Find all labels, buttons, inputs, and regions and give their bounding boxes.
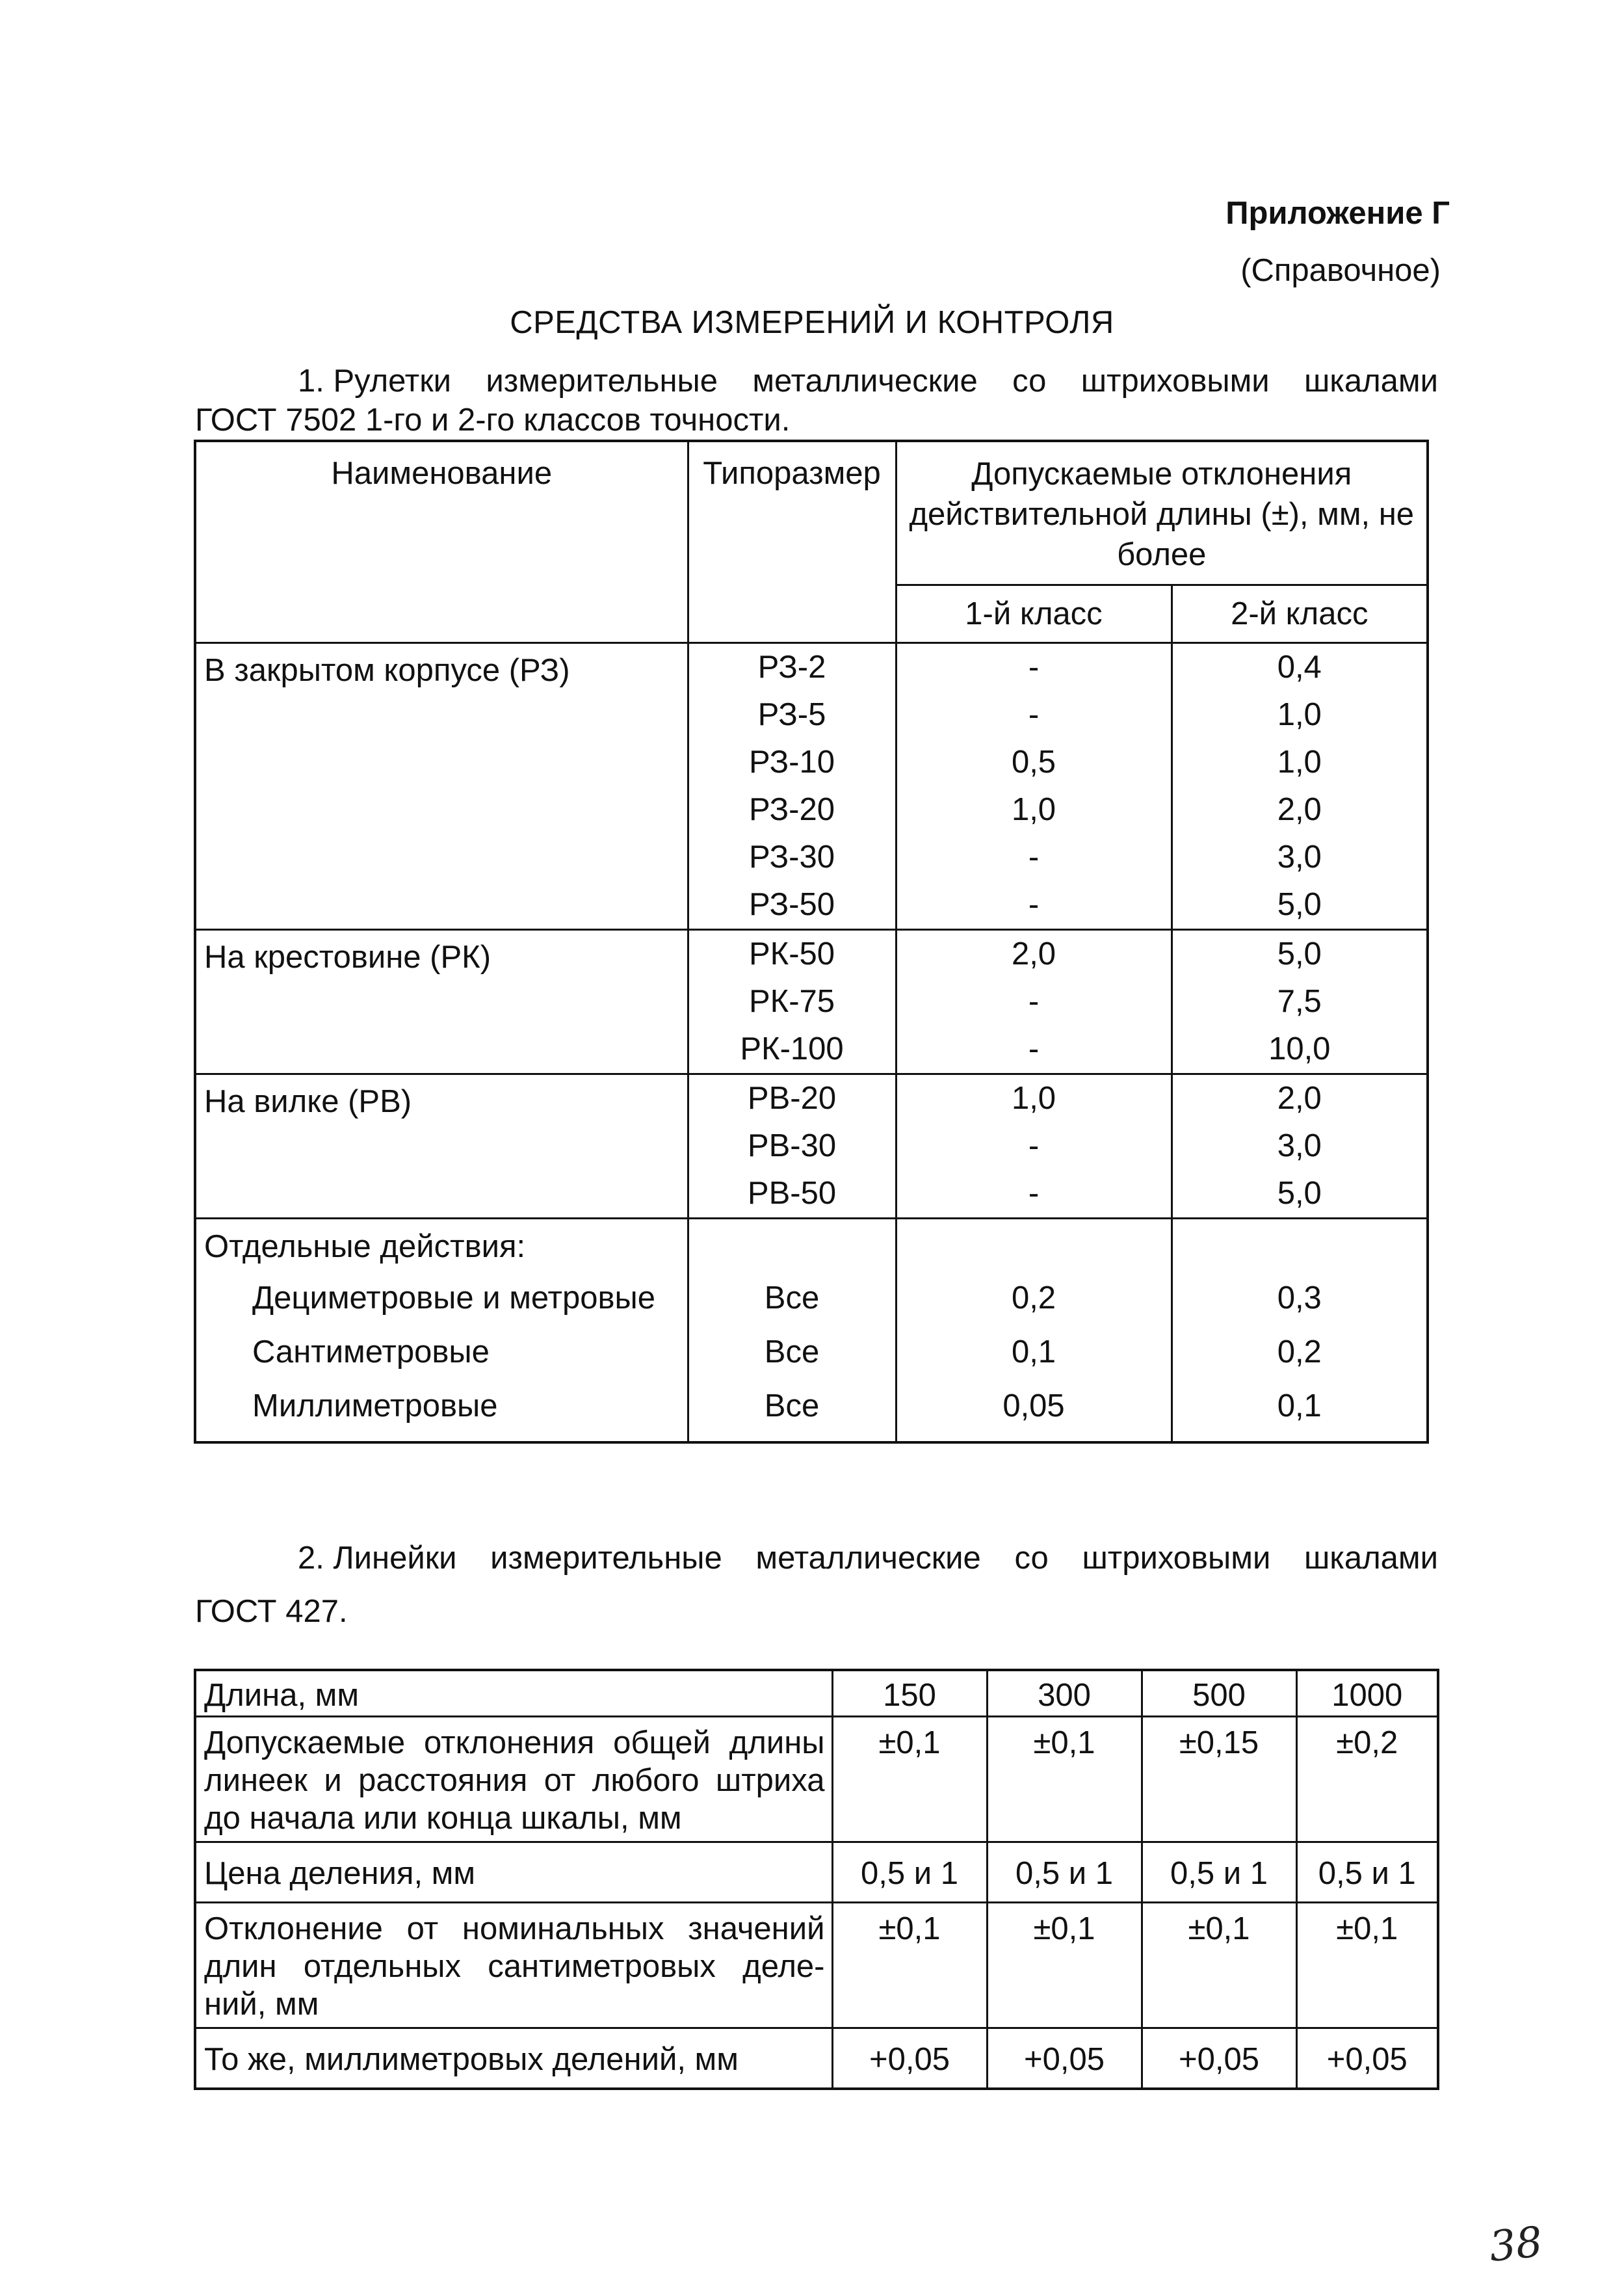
- group-name-cell: На вилке (РВ): [195, 1074, 688, 1219]
- item2-word: штриховыми: [1082, 1541, 1271, 1576]
- division-name-cell: Дециметровые и метровые: [195, 1271, 688, 1325]
- class1-cell: -: [896, 1122, 1172, 1170]
- parameter-value-cell: +0,05: [987, 2028, 1142, 2089]
- length-value-cell: 150: [832, 1670, 987, 1717]
- table1-header-row: [195, 441, 1428, 585]
- class1-cell: -: [896, 834, 1172, 881]
- class1-cell: -: [896, 691, 1172, 739]
- table2-row: [195, 1903, 1438, 2028]
- item2-word: шкалами: [1304, 1541, 1438, 1576]
- item1-word: 1. Рулетки: [298, 364, 452, 399]
- item1-line1: [195, 362, 1438, 401]
- class1-cell: -: [896, 643, 1172, 692]
- size-cell: РВ-50: [688, 1170, 896, 1219]
- table1-row: [195, 1219, 1428, 1272]
- group-name-cell: На крестовине (РК): [195, 930, 688, 1074]
- size-cell: РВ-30: [688, 1122, 896, 1170]
- class2-cell: 0,4: [1277, 650, 1322, 685]
- parameter-value-cell: ±0,2: [1296, 1717, 1438, 1842]
- appendix-type: (Справочное): [1240, 253, 1441, 288]
- size-cell: РЗ-10: [688, 739, 896, 786]
- parameter-label-cell: Цена деления, мм: [195, 1842, 832, 1903]
- parameter-value-cell: ±0,1: [1296, 1903, 1438, 2028]
- item2-paragraph: [195, 1539, 1438, 1631]
- item1-paragraph: [195, 362, 1438, 440]
- section-title: СРЕДСТВА ИЗМЕРЕНИЙ И КОНТРОЛЯ: [510, 305, 1114, 340]
- parameter-value-cell: ±0,1: [987, 1903, 1142, 2028]
- class1-cell: -: [896, 1170, 1172, 1219]
- item1-word: металлические: [752, 364, 978, 399]
- table2-header-row: [195, 1670, 1438, 1717]
- group-name-cell: В закрытом корпусе (РЗ): [195, 643, 688, 930]
- table1-row: [195, 643, 1428, 692]
- division-name-cell: Миллиметровые: [195, 1379, 688, 1442]
- size-cell: РЗ-30: [688, 834, 896, 881]
- parameter-value-cell: +0,05: [1142, 2028, 1296, 2089]
- parameter-value-cell: ±0,1: [832, 1903, 987, 2028]
- tape-measures-table: [194, 440, 1429, 1444]
- size-cell: РЗ-50: [688, 881, 896, 930]
- length-label-cell: Длина, мм: [195, 1670, 832, 1717]
- header-deviation: Допускаемые отклонения действительной длины (±), мм, не более: [896, 441, 1428, 585]
- header-class2: 2-й класс: [1172, 585, 1428, 643]
- table2-row: [195, 1717, 1438, 1842]
- item1-word: со: [1012, 364, 1047, 399]
- table2-row: [195, 2028, 1438, 2089]
- class1-cell: 0,2: [896, 1271, 1172, 1325]
- item2-line2: ГОСТ 427.: [195, 1594, 348, 1629]
- class1-cell: -: [896, 881, 1172, 930]
- class1-cell: 1,0: [896, 1074, 1172, 1123]
- size-cell: РК-100: [688, 1026, 896, 1074]
- item2-word: 2. Линейки: [298, 1541, 457, 1576]
- parameter-value-cell: ±0,1: [1142, 1903, 1296, 2028]
- rulers-table: [194, 1669, 1439, 2090]
- header-class1: 1-й класс: [896, 585, 1172, 643]
- header-size: Типоразмер: [688, 441, 896, 643]
- class1-cell: 0,05: [896, 1379, 1172, 1442]
- table1-row: [195, 1325, 1428, 1379]
- class1-cell: 0,1: [896, 1325, 1172, 1379]
- appendix-title: Приложение Г: [1225, 196, 1450, 231]
- parameter-label-cell: То же, миллиметровых делений, мм: [195, 2028, 832, 2089]
- class2-cell: 3,0: [1277, 1128, 1322, 1163]
- item1-word: шкалами: [1304, 364, 1438, 399]
- parameter-value-cell: 0,5 и 1: [1296, 1842, 1438, 1903]
- class1-cell: 0,5: [896, 739, 1172, 786]
- parameter-value-cell: ±0,15: [1142, 1717, 1296, 1842]
- length-value-cell: 1000: [1296, 1670, 1438, 1717]
- item1-line2: ГОСТ 7502 1-го и 2-го классов точности.: [195, 403, 791, 438]
- parameter-value-cell: 0,5 и 1: [832, 1842, 987, 1903]
- parameter-value-cell: 0,5 и 1: [987, 1842, 1142, 1903]
- class2-cell: 0,2: [1277, 1334, 1322, 1370]
- class2-cell: 1,0: [1277, 745, 1322, 780]
- size-cell: [688, 1219, 896, 1272]
- size-cell: РК-75: [688, 978, 896, 1026]
- class2-cell: 2,0: [1277, 1081, 1322, 1116]
- class2-cell: 5,0: [1172, 881, 1428, 930]
- parameter-value-cell: ±0,1: [987, 1717, 1142, 1842]
- class2-cell: 5,0: [1277, 936, 1322, 972]
- item2-word: металлические: [755, 1541, 981, 1576]
- length-value-cell: 300: [987, 1670, 1142, 1717]
- item1-word: измерительные: [486, 364, 718, 399]
- table1-row: [195, 1379, 1428, 1442]
- page-number: 38: [1486, 2218, 1545, 2272]
- class2-cell: 2,0: [1277, 792, 1322, 827]
- parameter-value-cell: 0,5 и 1: [1142, 1842, 1296, 1903]
- parameter-value-cell: ±0,1: [832, 1717, 987, 1842]
- class2-cell: 7,5: [1277, 984, 1322, 1019]
- size-cell: Все: [688, 1325, 896, 1379]
- class2-cell: 3,0: [1277, 840, 1322, 875]
- item2-word: со: [1014, 1541, 1049, 1576]
- header-name: Наименование: [195, 441, 688, 643]
- length-value-cell: 500: [1142, 1670, 1296, 1717]
- class2-cell: 5,0: [1172, 1170, 1428, 1219]
- size-cell: РВ-20: [688, 1074, 896, 1123]
- class1-cell: 2,0: [896, 930, 1172, 979]
- size-cell: РЗ-2: [688, 643, 896, 692]
- class1-cell: 1,0: [896, 786, 1172, 834]
- table2-row: [195, 1842, 1438, 1903]
- separate-title-cell: Отдельные действия:: [195, 1219, 688, 1272]
- size-cell: Все: [688, 1379, 896, 1442]
- parameter-label-cell: Отклонение от номинальных значений длин отдельных сантиметровых деле-ний, мм: [195, 1903, 832, 2028]
- class2-cell: 0,1: [1277, 1388, 1322, 1424]
- size-cell: РЗ-20: [688, 786, 896, 834]
- item1-word: штриховыми: [1080, 364, 1270, 399]
- item2-line1: [195, 1539, 1438, 1578]
- parameter-value-cell: +0,05: [832, 2028, 987, 2089]
- class1-cell: -: [896, 978, 1172, 1026]
- class2-cell: 0,3: [1277, 1280, 1322, 1316]
- class1-cell: [896, 1219, 1172, 1272]
- division-name-cell: Сантиметровые: [195, 1325, 688, 1379]
- class2-cell: [1172, 1219, 1428, 1272]
- class2-cell: 1,0: [1277, 697, 1322, 732]
- class1-cell: -: [896, 1026, 1172, 1074]
- table1-row: [195, 930, 1428, 979]
- parameter-value-cell: +0,05: [1326, 2042, 1408, 2077]
- class2-cell: 10,0: [1172, 1026, 1428, 1074]
- parameter-label-cell: Допускаемые отклонения общей длины линеек и расстояния от любого штриха до начала или конца шкалы, мм: [195, 1717, 832, 1842]
- size-cell: Все: [688, 1271, 896, 1325]
- item2-word: измерительные: [490, 1541, 722, 1576]
- size-cell: РЗ-5: [688, 691, 896, 739]
- table1-row: [195, 1271, 1428, 1325]
- table1-row: [195, 1074, 1428, 1123]
- size-cell: РК-50: [688, 930, 896, 979]
